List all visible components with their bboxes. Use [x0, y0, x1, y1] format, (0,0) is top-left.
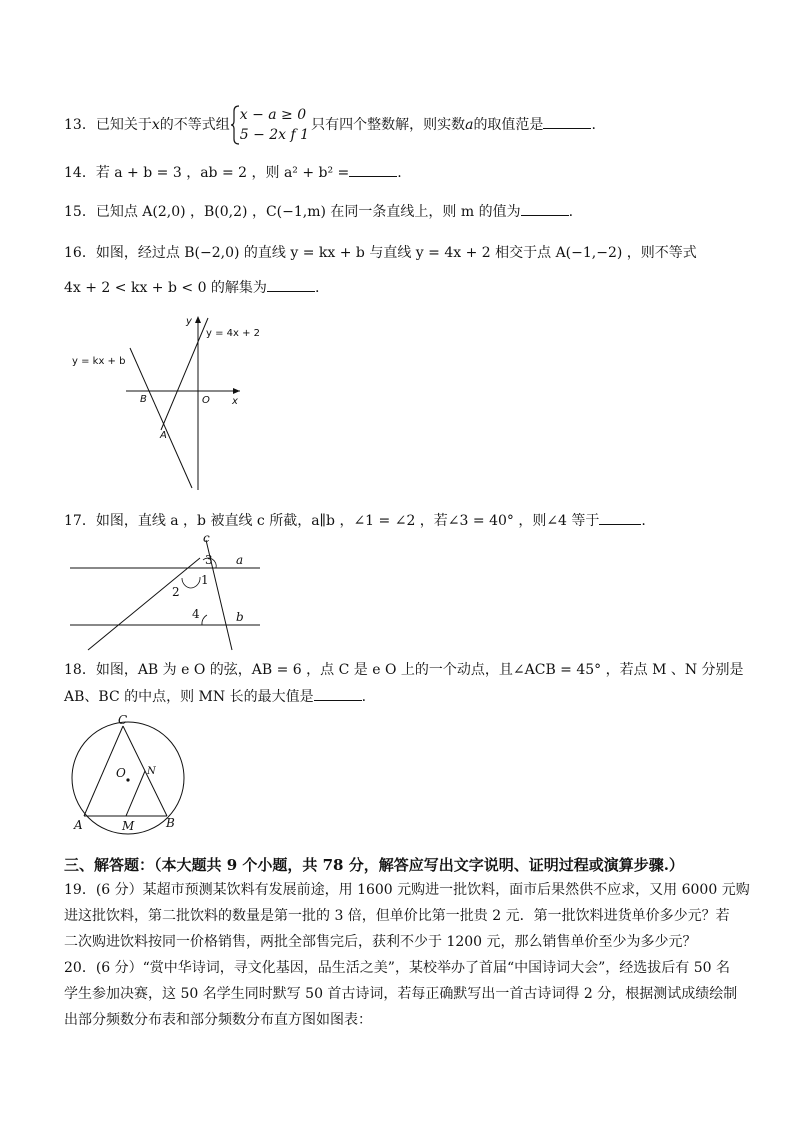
q18-line-1-text: 18．如图，AB 为 e O 的弦，AB = 6 ，点 C 是 e O 上的一个动点，且∠ACB = 45° ，若点 M 、N 分别是	[64, 662, 744, 678]
label-N: N	[147, 766, 156, 777]
q18-end: .	[361, 689, 367, 705]
q17-figure	[64, 530, 264, 655]
label-B: B	[166, 816, 175, 830]
label-a: a	[236, 553, 244, 567]
q13-var: x	[151, 117, 160, 133]
label-M: M	[122, 819, 135, 833]
label-O: O	[116, 766, 126, 780]
angle-4-arc	[202, 615, 207, 625]
label-b: b	[236, 610, 244, 624]
question-15	[64, 201, 573, 222]
inequality-system	[240, 105, 309, 145]
label-2: 2	[172, 585, 180, 599]
question-18-line-1	[64, 660, 744, 680]
line-kx-b-label: y = kx + b	[72, 356, 126, 367]
y-axis-arrow-icon	[195, 316, 201, 323]
angle-12-arc	[182, 577, 200, 588]
x-axis-arrow-icon	[233, 388, 240, 394]
answer-blank[interactable]	[267, 277, 315, 292]
q20-text: 20．(6 分）“赏中华诗词，寻文化基因，品生活之美”，某校举办了首届“中国诗词大会”，经选拔后有 50 名	[64, 960, 730, 976]
line-4x-2	[161, 318, 208, 430]
q16-end: .	[314, 280, 320, 296]
q13-var2: a	[465, 117, 474, 133]
q16-line-2-text: 4x + 2 < kx + b < 0 的解集为	[64, 280, 267, 296]
q13-prefix: 13．已知关于	[64, 117, 152, 133]
origin-label: O	[202, 395, 210, 406]
transversal	[88, 558, 200, 650]
label-A: A	[74, 818, 83, 832]
q16-line-1-text: 16．如图，经过点 B(−2,0) 的直线 y = kx + b 与直线 y = 4x + 2 相交于点 A(−1,−2) ，则不等式	[64, 245, 697, 261]
q13-mid: 的不等式组	[159, 117, 230, 133]
q15-end: .	[568, 204, 574, 220]
label-C: C	[118, 713, 128, 727]
q15-text: 15．已知点 A(2,0) ，B(0,2) ，C(−1,m) 在同一条直线上，则 m 的值为	[64, 204, 521, 220]
question-19-line-3	[64, 932, 697, 952]
question-13	[64, 105, 596, 145]
label-1: 1	[201, 573, 209, 587]
q17-text: 17．如图，直线 a ，b 被直线 c 所截，a∥b ，∠1 = ∠2 ，若∠3 = 40° ，则∠4 等于	[64, 513, 600, 529]
point-a-label: A	[160, 430, 167, 441]
line-kx-b	[130, 348, 192, 488]
q20-text: 学生参加决赛，这 50 名学生同时默写 50 首古诗词，若每正确默写出一首古诗词得 2 分，根据测试成绩绘制	[64, 986, 738, 1002]
answer-blank[interactable]	[314, 686, 362, 701]
system-row-2: 5 − 2x f 1	[239, 127, 310, 143]
q17-end: .	[641, 513, 646, 529]
q20-text: 出部分频数分布表和部分频数分布直方图如图表：	[64, 1012, 372, 1028]
system-row-1: x − a ≥ 0	[239, 107, 307, 123]
brace-icon	[230, 105, 240, 145]
label-3: 3	[205, 553, 213, 567]
line-4x-2-label: y = 4x + 2	[206, 328, 261, 339]
q14-text: 14．若 a + b = 3 ，ab = 2 ，则 a² + b² =	[64, 165, 350, 181]
question-20-line-2	[64, 984, 737, 1004]
q14-end: .	[397, 165, 402, 181]
answer-blank[interactable]	[349, 162, 397, 177]
q13-end: .	[591, 117, 596, 133]
center-dot	[126, 778, 129, 781]
label-4: 4	[192, 607, 200, 621]
q18-line-2-text: AB、BC 的中点，则 MN 长的最大值是	[64, 689, 314, 705]
segment-mn	[126, 771, 145, 816]
q13-suffix: 只有四个整数解，则实数	[311, 117, 466, 133]
q19-text: 二次购进饮料按同一价格销售，两批全部售完后，获利不少于 1200 元，那么销售单价至少为多少元？	[64, 934, 697, 950]
question-14	[64, 162, 402, 183]
answer-blank[interactable]	[543, 114, 591, 129]
label-c: c	[203, 531, 210, 545]
section-3-heading-text: 三、解答题：（本大题共 9 个小题，共 78 分，解答应写出文字说明、证明过程或演算步骤.）	[64, 856, 684, 874]
q18-figure	[66, 712, 190, 840]
y-axis-label: y	[186, 316, 192, 327]
q16-figure	[64, 310, 284, 495]
question-19-line-2	[64, 906, 730, 926]
question-18-line-2	[64, 686, 366, 707]
q19-text: 19．(6 分）某超市预测某饮料有发展前途，用 1600 元购进一批饮料，面市后果然供不应求，又用 6000 元购	[64, 882, 750, 898]
question-19-line-1	[64, 880, 750, 900]
question-17	[64, 510, 646, 531]
point-b-label: B	[140, 394, 147, 405]
answer-blank[interactable]	[599, 510, 641, 525]
section-3-heading	[64, 855, 684, 875]
question-16-line-2	[64, 277, 319, 298]
answer-blank[interactable]	[521, 201, 569, 216]
q13-tail: 的取值范是	[473, 117, 544, 133]
question-20-line-3	[64, 1010, 372, 1030]
x-axis-label: x	[232, 396, 238, 407]
q19-text: 进这批饮料，第二批饮料的数量是第一批的 3 倍，但单价比第一批贵 2 元．第一批饮料进货单价多少元？若	[64, 908, 730, 924]
question-20-line-1	[64, 958, 730, 978]
question-16-line-1	[64, 243, 697, 263]
